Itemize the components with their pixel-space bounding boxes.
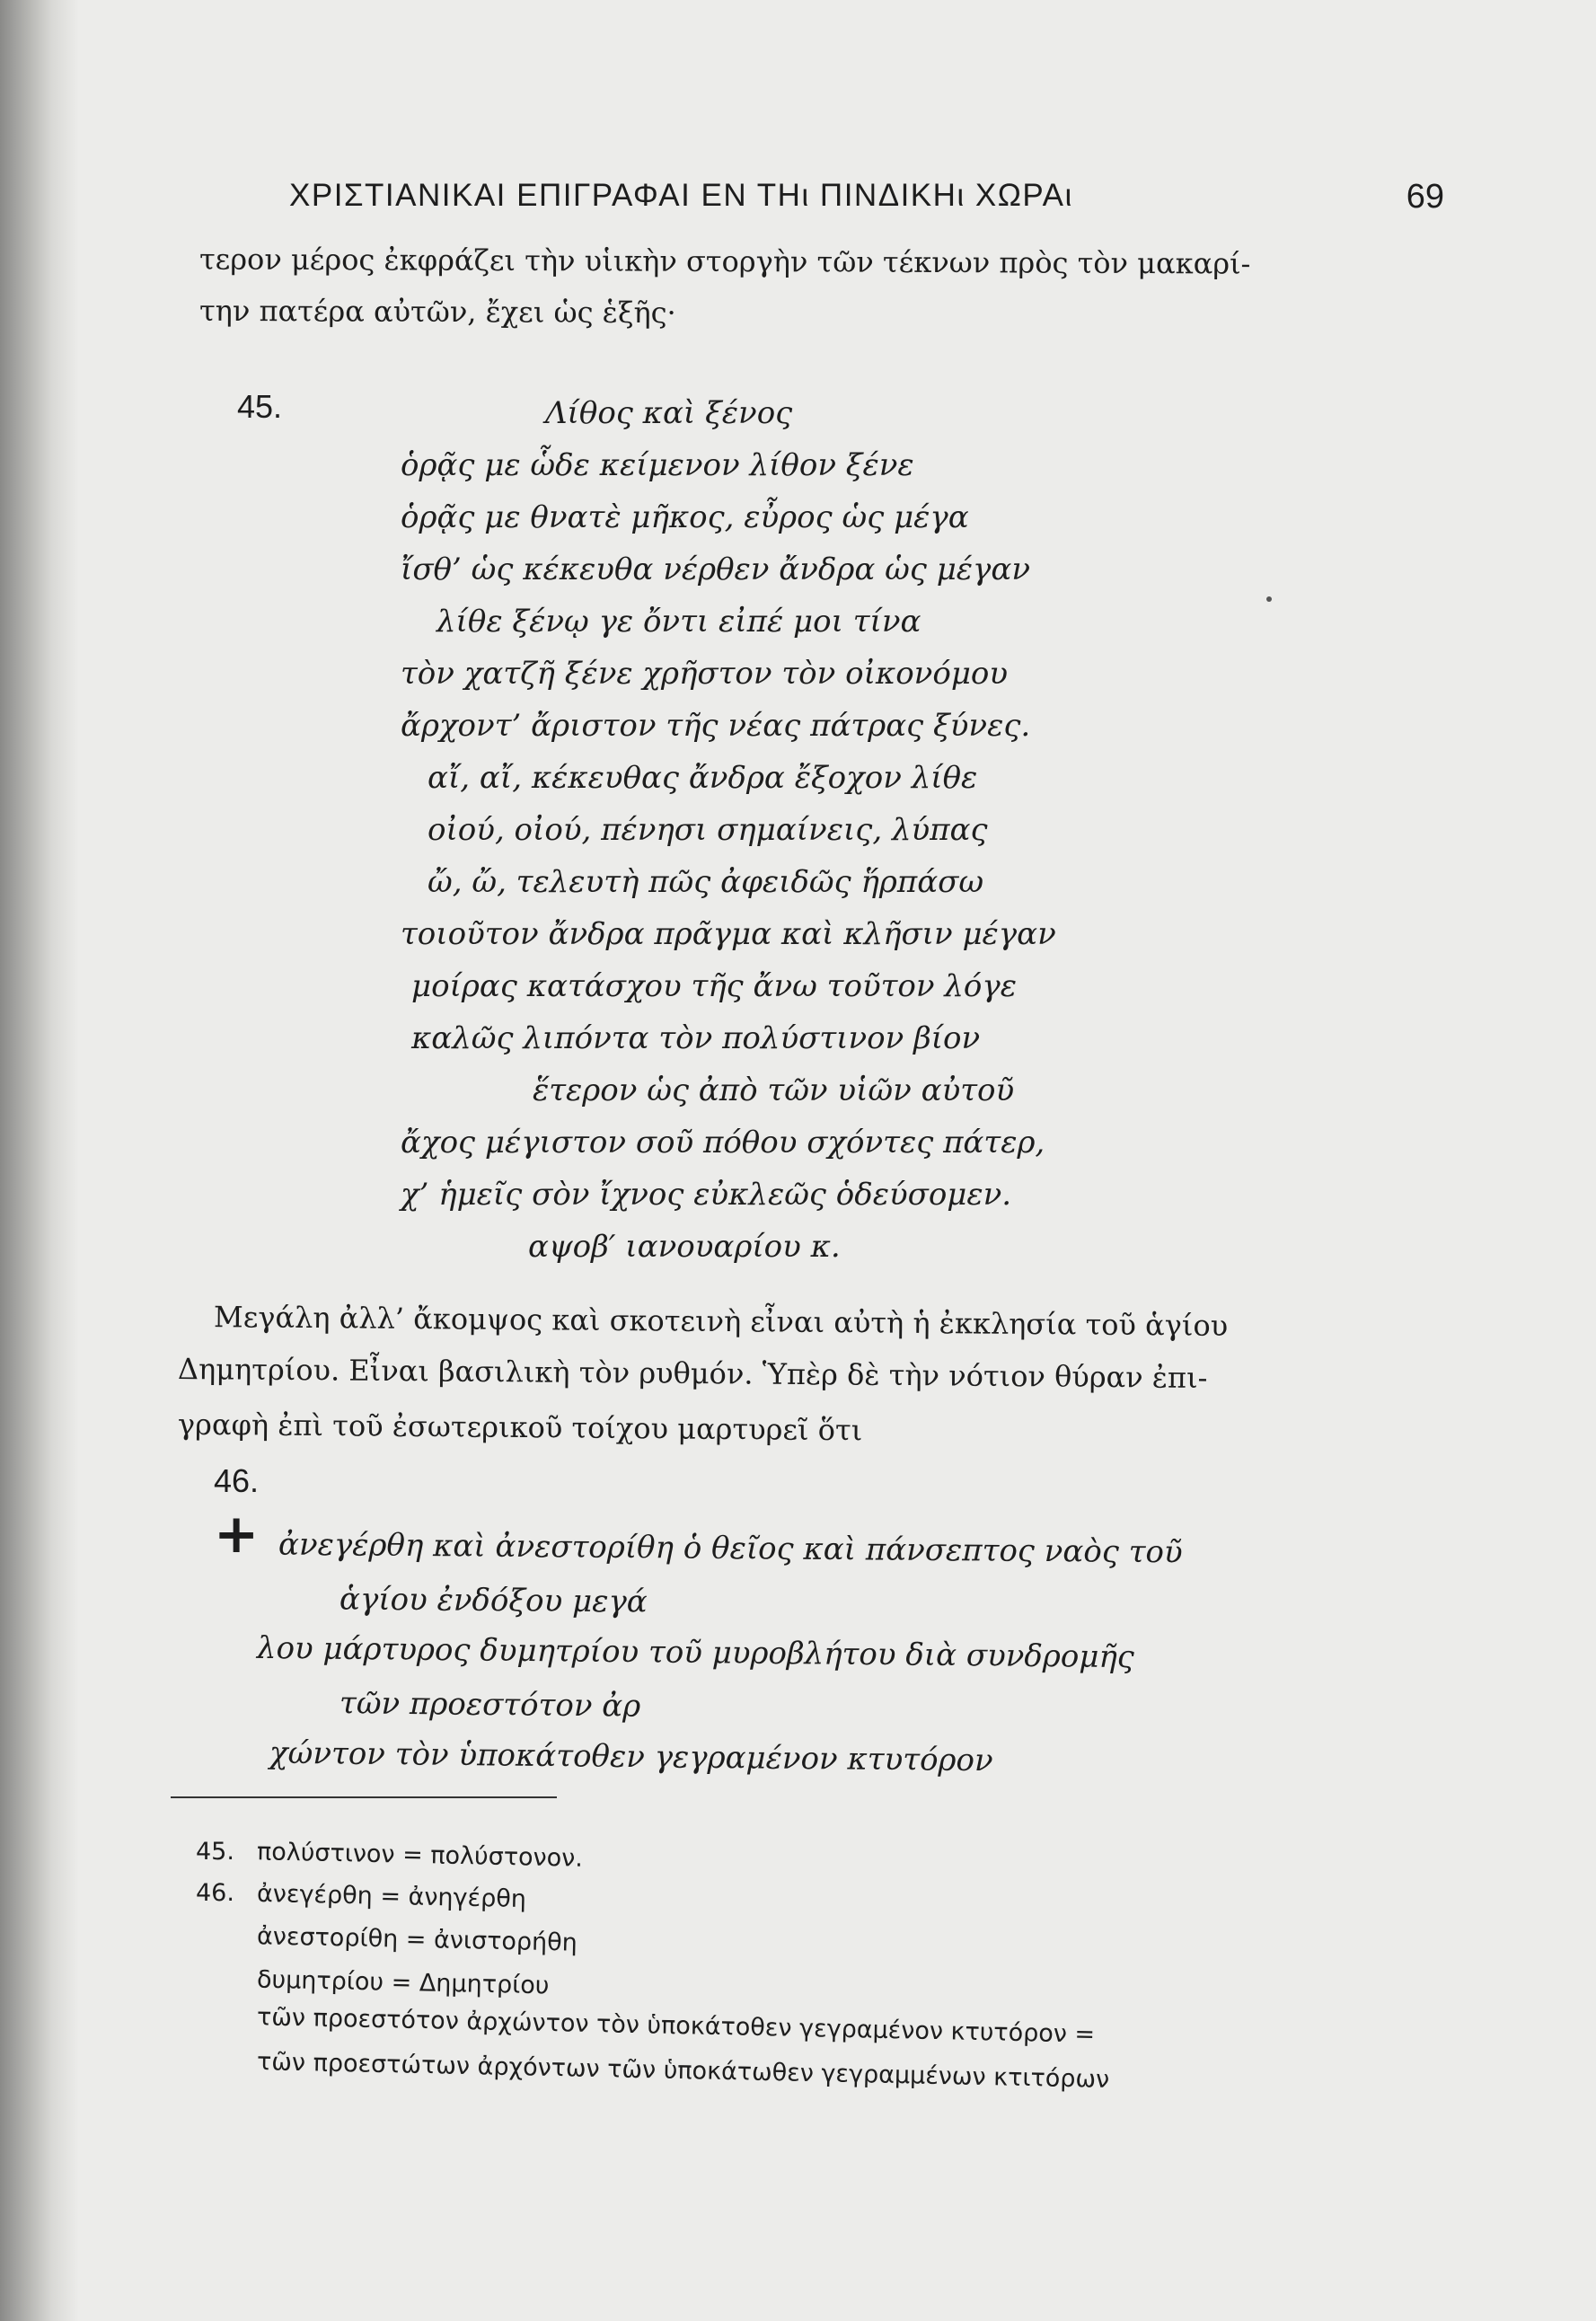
verse-line: ἄρχοντ’ ἄριστον τῆς νέας πάτρας ξύνες. [401, 708, 1031, 744]
verse-line: ἀνεγέρθη καὶ ἀνεστορίθη ὁ θεῖος καὶ πάνσεπτος ναὸς τοῦ [278, 1526, 1183, 1571]
page-number: 69 [1406, 178, 1444, 216]
verse-line: καλῶς λιπόντα τὸν πολύστινον βίον [411, 1020, 981, 1056]
paragraph-line: Μεγάλη ἀλλ’ ἄκομψος καὶ σκοτεινὴ εἶναι αὐτὴ ἡ ἐκκλησία τοῦ ἁγίου [213, 1300, 1229, 1343]
verse-line: χ’ ἡμεῖς σὸν ἴχνος εὐκλεῶς ὁδεύσομεν. [401, 1177, 1012, 1213]
footnote-text: τῶν προεστώτων ἀρχόντων τῶν ὑποκάτωθεν γεγραμμένων κτιτόρων [256, 2048, 1110, 2094]
running-title: ΧΡΙΣΤΙΑΝΙΚΑΙ ΕΠΙΓΡΑΦΑΙ ΕΝ ΤΗι ΠΙΝΔΙΚΗι ΧΩΡΑι [289, 178, 1073, 213]
verse-line: λίθε ξένῳ γε ὄντι εἰπέ μοι τίνα [436, 604, 921, 640]
date-line: αψοβ′ ιανουαρίου κ. [528, 1229, 841, 1265]
book-page [79, 0, 1596, 2321]
footnote-number: 45. [196, 1838, 234, 1866]
page-gutter [52, 0, 79, 2321]
verse-line: χώντον τὸν ὑποκάτοθεν γεγραμένον κτυτόρον [269, 1734, 993, 1779]
paragraph-line: γραφὴ ἐπὶ τοῦ ἐσωτερικοῦ τοίχου μαρτυρεῖ ὅτι [177, 1407, 863, 1448]
verse-line: αἴ, αἴ, κέκευθας ἄνδρα ἔξοχον λίθε [428, 760, 978, 796]
inscription-number: 45. [237, 388, 283, 425]
verse-line: ἴσθ’ ὡς κέκευθα νέρθεν ἄνδρα ὡς μέγαν [401, 552, 1031, 587]
verse-line: οἰού, οἰού, πένησι σημαίνεις, λύπας [428, 812, 988, 848]
footnote-text: ἀνεστορίθη = ἀνιστορήθη [256, 1922, 578, 1957]
verse-line: ὁρᾷς με ὧδε κείμενον λίθον ξένε [401, 447, 914, 483]
book-binding-shadow [0, 0, 52, 2321]
footnote-text: δυμητρίου = Δημητρίου [256, 1965, 550, 2000]
paragraph-line: Δημητρίου. Εἶναι βασιλικὴ τὸν ρυθμόν. Ὑπὲρ δὲ τὴν νότιον θύραν ἐπι- [177, 1351, 1208, 1396]
verse-line: ὤ, ὤ, τελευτὴ πῶς ἀφειδῶς ἥρπάσω [428, 864, 984, 900]
footnote-text: πολύστινον = πολύστονον. [256, 1838, 584, 1873]
verse-line: ὁρᾷς με θνατὲ μῆκος, εὖρος ὡς μέγα [401, 499, 969, 535]
verse-line: τὸν χατζῆ ξένε χρῆστον τὸν οἰκονόμου [401, 656, 1009, 692]
verse-line: ἕτερον ὡς ἀπὸ τῶν υἱῶν αὐτοῦ [533, 1072, 1015, 1108]
footnote-number: 46. [196, 1879, 234, 1907]
paper-speck [1266, 596, 1272, 602]
cross-icon: + [214, 1503, 260, 1566]
footnote-rule [171, 1796, 557, 1798]
intro-line: την πατέρα αὐτῶν, ἔχει ὡς ἑξῆς· [198, 293, 676, 331]
intro-line: τερον μέρος ἐκφράζει τὴν υἱικὴν στοργὴν τῶν τέκνων πρὸς τὸν μακαρί- [198, 242, 1251, 281]
verse-line: μοίρας κατάσχου τῆς ἄνω τοῦτον λόγε [411, 968, 1017, 1004]
verse-line: τῶν προεστότον ἀρ [339, 1685, 641, 1725]
footnote-text: ἀνεγέρθη = ἀνηγέρθη [256, 1879, 527, 1914]
verse-line: ἁγίου ἐνδόξου μεγά [339, 1581, 648, 1620]
inscription-number: 46. [214, 1462, 260, 1499]
verse-line: λου μάρτυρος δυμητρίου τοῦ μυροβλήτου διὰ συνδρομῆς [256, 1629, 1135, 1676]
footnote-text: τῶν προεστότον ἀρχώντον τὸν ὑποκάτοθεν γεγραμένον κτυτόρον = [256, 2003, 1096, 2049]
verse-line: ἄχος μέγιστον σοῦ πόθου σχόντες πάτερ, [401, 1125, 1045, 1160]
inscription-title: Λίθος καὶ ξένος [545, 395, 793, 431]
running-head [196, 178, 1444, 223]
verse-line: τοιοῦτον ἄνδρα πρᾶγμα καὶ κλῆσιν μέγαν [401, 916, 1056, 952]
